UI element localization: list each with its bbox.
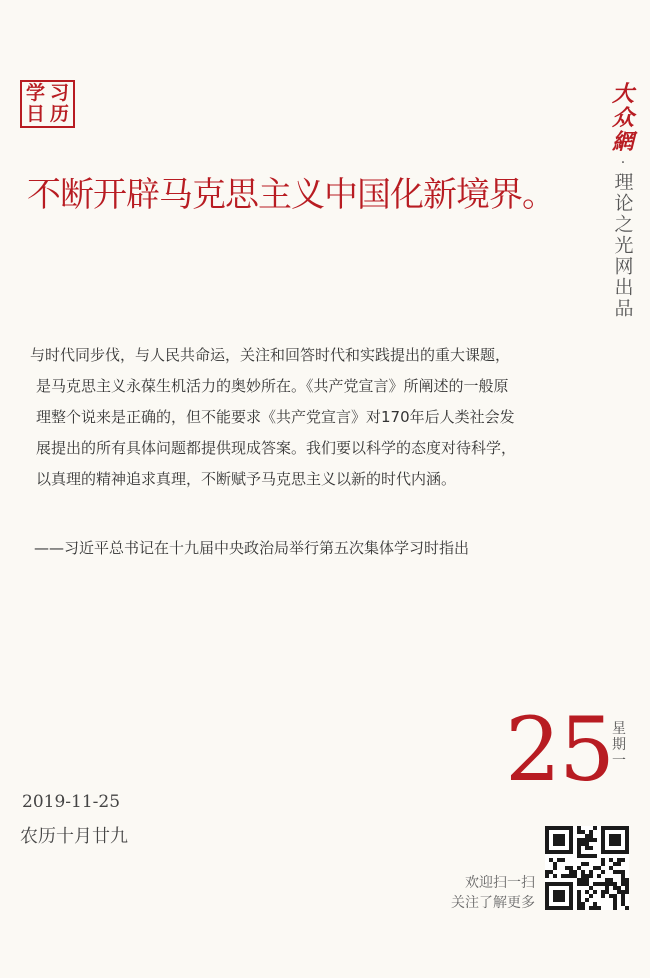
page-title: 不断开辟马克思主义中国化新境界。 xyxy=(27,175,555,215)
logo-char: 历 xyxy=(49,103,69,125)
quote-body xyxy=(30,340,590,495)
logo-char: 学 xyxy=(25,82,45,104)
weekday-label xyxy=(610,721,628,769)
weekday-char: 一 xyxy=(612,753,626,769)
scan-prompt xyxy=(440,873,535,913)
qr-code-icon[interactable] xyxy=(545,826,629,910)
quote-attribution: ——习近平总书记在十九届中央政治局举行第五次集体学习时指出 xyxy=(34,539,470,557)
weekday-char: 期 xyxy=(612,737,626,753)
xuexi-rili-logo xyxy=(20,80,75,128)
scan-line-2: 关注了解更多 xyxy=(451,895,535,911)
quote-line: 以真理的精神追求真理，不断赋予马克思主义以新的时代内涵。 xyxy=(36,470,457,488)
quote-line: 展提出的所有具体问题都提供现成答案。我们要以科学的态度对待科学， xyxy=(36,439,517,457)
brand-logo: 大众網 xyxy=(611,81,634,155)
logo-char: 习 xyxy=(49,82,69,104)
brand-separator: · xyxy=(620,155,626,171)
scan-line-1: 欢迎扫一扫 xyxy=(465,875,535,891)
brand-vertical xyxy=(607,82,639,319)
quote-line: 与时代同步伐，与人民共命运，关注和回答时代和实践提出的重大课题， xyxy=(30,346,511,364)
gregorian-date: 2019-11-25 xyxy=(22,792,121,812)
brand-subtitle: 理论之光网出品 xyxy=(611,172,634,319)
lunar-date: 农历十月廿九 xyxy=(20,826,128,847)
day-number: 25 xyxy=(505,698,613,801)
quote-line: 是马克思主义永葆生机活力的奥妙所在。《共产党宣言》所阐述的一般原 xyxy=(36,377,509,395)
quote-line: 理整个说来是正确的，但不能要求《共产党宣言》对170年后人类社会发 xyxy=(36,408,515,426)
logo-char: 日 xyxy=(25,103,45,125)
weekday-char: 星 xyxy=(612,721,626,737)
